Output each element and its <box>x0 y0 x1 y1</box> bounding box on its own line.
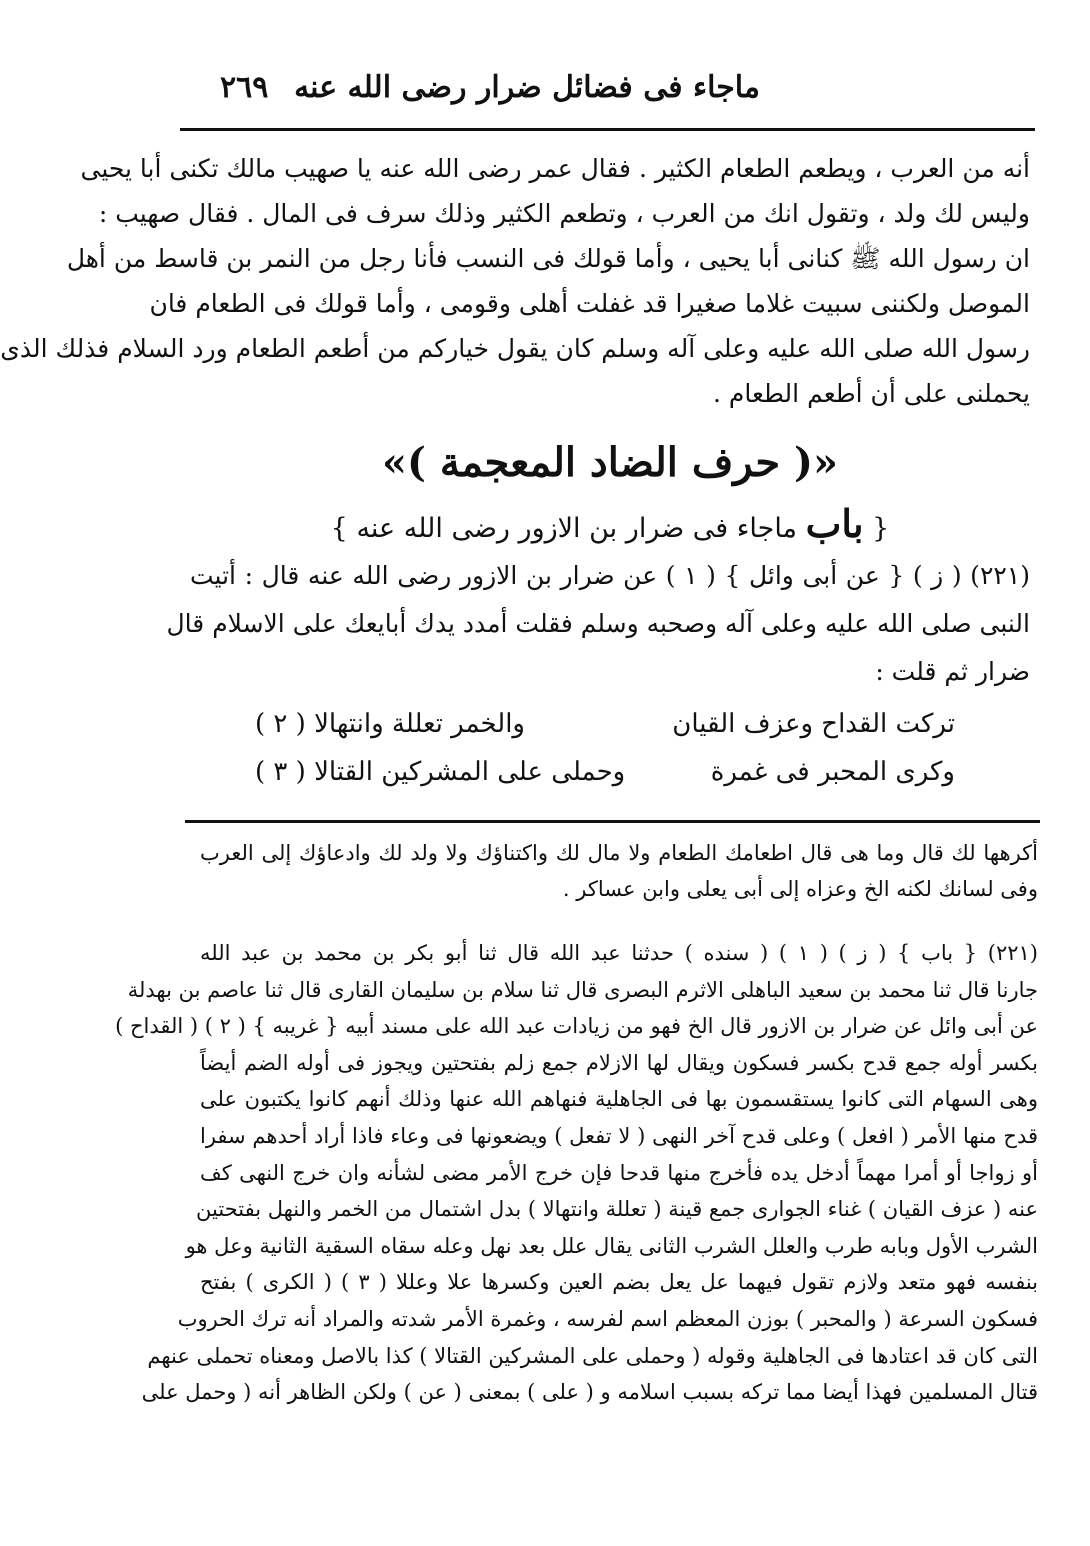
verse-second-hemistich: والخمر تعللة وانتهالا ( ٢ ) <box>255 709 525 739</box>
chapter-heading: «( حرف الضاد المعجمة )» <box>382 439 838 486</box>
footnote-line: جارنا قال ثنا محمد بن سعيد الباهلى الاثرم البصرى قال ثنا سلام بن سليمان القارى قال ثنا عاصم بن بهدلة <box>127 977 1038 1002</box>
heading-bab-word: باب <box>805 501 864 546</box>
footnote-line: بكسر أوله جمع قدح بكسر فسكون ويقال لها الازلام جمع زلم بفتحتين ويجوز فى أوله الضم أيضاً <box>200 1050 1038 1075</box>
main-text <box>0 146 1030 416</box>
footnote-line: عنه ( عزف القيان ) غناء الجوارى جمع قينة ( تعللة وانتهالا ) بدل اشتمال من الخمر والنهل بفتحتين <box>196 1197 1038 1222</box>
footnote-line: وفى لسانك لكنه الخ وعزاه إلى أبى يعلى وابن عساكر . <box>562 877 1038 901</box>
footnote-line: التى كان قد اعتادها فى الجاهلية وقوله ( وحملى على المشركين القتالا ) كذا بالاصل ومعناه تحملى عنهم <box>147 1343 1038 1368</box>
text-line: أنه من العرب ، ويطعم الطعام الكثير . فقال عمر رضى الله عنه يا صهيب مالك تكنى أبا يحيى <box>80 154 1030 183</box>
footnote-continuation <box>200 835 1038 907</box>
text-line: يحملنى على أن أطعم الطعام . <box>713 379 1030 408</box>
heading-brace-close: } <box>330 513 348 544</box>
footnote-line: (٢٢١) { باب } ( ز ) ( ١ ) ( سنده ) حدثنا عبد الله قال ثنا أبو بكر بن محمد بن عبد الله <box>200 941 1038 965</box>
heading-brace-open: { <box>872 513 890 544</box>
footnote-line: قتال المسلمين فهذا أيضا مما تركه بسبب اسلامه و ( على ) بمعنى ( عن ) ولكن الظاهر أنه ( وحمل على <box>141 1380 1038 1405</box>
footnote-line: فسكون السرعة ( والمحبر ) بوزن المعظم اسم لفرسه ، وغمرة الأمر شدته والمراد أنه ترك الحروب <box>177 1306 1038 1331</box>
footnote-line: أو زواجا أو أمرا مهماً أدخل يده فأخرج منها قدحا فإن خرج الأمر مضى لشأنه وان خرج النهى كف <box>200 1160 1038 1185</box>
text-line: (٢٢١) ( ز ) { عن أبى وائل } ( ١ ) عن ضرار بن الازور رضى الله عنه قال : أتيت <box>190 561 1031 590</box>
footnote-line: أكرهها لك قال وما هى قال اطعامك الطعام ولا مال لك واكتناؤك ولا ولد لك وادعاؤك إلى العرب <box>200 841 1038 865</box>
text-line: الموصل ولكننى سبيت غلاما صغيرا قد غفلت أهلى وقومى ، وأما قولك فى الطعام فان <box>149 289 1030 318</box>
verse-first-hemistich: وكرى المحبر فى غمرة <box>710 757 955 787</box>
footnote-line: بنفسه فهو متعد ولازم تقول فيهما عل يعل بضم العين وكسرها علا وعللا ( ٣ ) ( الكرى ) بفتح <box>200 1270 1038 1295</box>
verse-row <box>255 700 955 748</box>
verse-row <box>255 748 955 796</box>
poem-verses <box>255 700 955 796</box>
heading-title: ماجاء فى ضرار بن الازور رضى الله عنه <box>356 513 798 544</box>
footnote-line: قدح منها الأمر ( افعل ) وعلى قدح آخر النهى ( لا تفعل ) ويضعونها فى وعاء فاذا أراد أحدهم سفرا <box>200 1123 1038 1148</box>
section-heading <box>190 502 1030 551</box>
text-line: ان رسول الله ﷺ كنانى أبا يحيى ، وأما قولك فى النسب فأنا رجل من النمر بن قاسط من أهل <box>66 244 1030 273</box>
text-line: النبى صلى الله عليه وعلى آله وصحبه وسلم فقلت أمدد يدك أبايعك على الاسلام قال <box>166 609 1030 638</box>
page-number: ٢٦٩ <box>220 70 269 105</box>
running-header <box>180 62 1030 112</box>
text-line: ضرار ثم قلت : <box>875 657 1030 686</box>
footnote-line: عن أبى وائل عن ضرار بن الازور قال الخ فهو من زيادات عبد الله على مسند أبيه { غريبه } ( ٢ ) ( القداح ) <box>115 1014 1038 1039</box>
hadith-text <box>166 552 1031 696</box>
text-line: رسول الله صلى الله عليه وعلى آله وسلم كان يقول خياركم من أطعم الطعام ورد السلام فذلك الذى <box>0 334 1030 363</box>
footnote-line: وهى السهام التى كانوا يستقسمون بها فى الجاهلية فنهاهم الله عنها وذلك أنهم كانوا يكتبون على <box>200 1087 1038 1112</box>
verse-second-hemistich: وحملى على المشركين القتالا ( ٣ ) <box>255 757 626 787</box>
footnote-rule <box>185 820 1040 823</box>
header-rule <box>180 128 1035 131</box>
text-line: وليس لك ولد ، وتقول انك من العرب ، وتطعم الكثير وذلك سرف فى المال . فقال صهيب : <box>98 199 1030 228</box>
footnotes <box>115 935 1038 1411</box>
running-title: ماجاء فى فضائل ضرار رضى الله عنه <box>294 70 760 105</box>
verse-first-hemistich: تركت القداح وعزف القيان <box>672 709 955 739</box>
footnote-line: الشرب الأول وبابه طرب والعلل الشرب الثانى يقال علل بعد نهل وعله سقاه السقية الثانية وعل هو <box>185 1233 1038 1258</box>
